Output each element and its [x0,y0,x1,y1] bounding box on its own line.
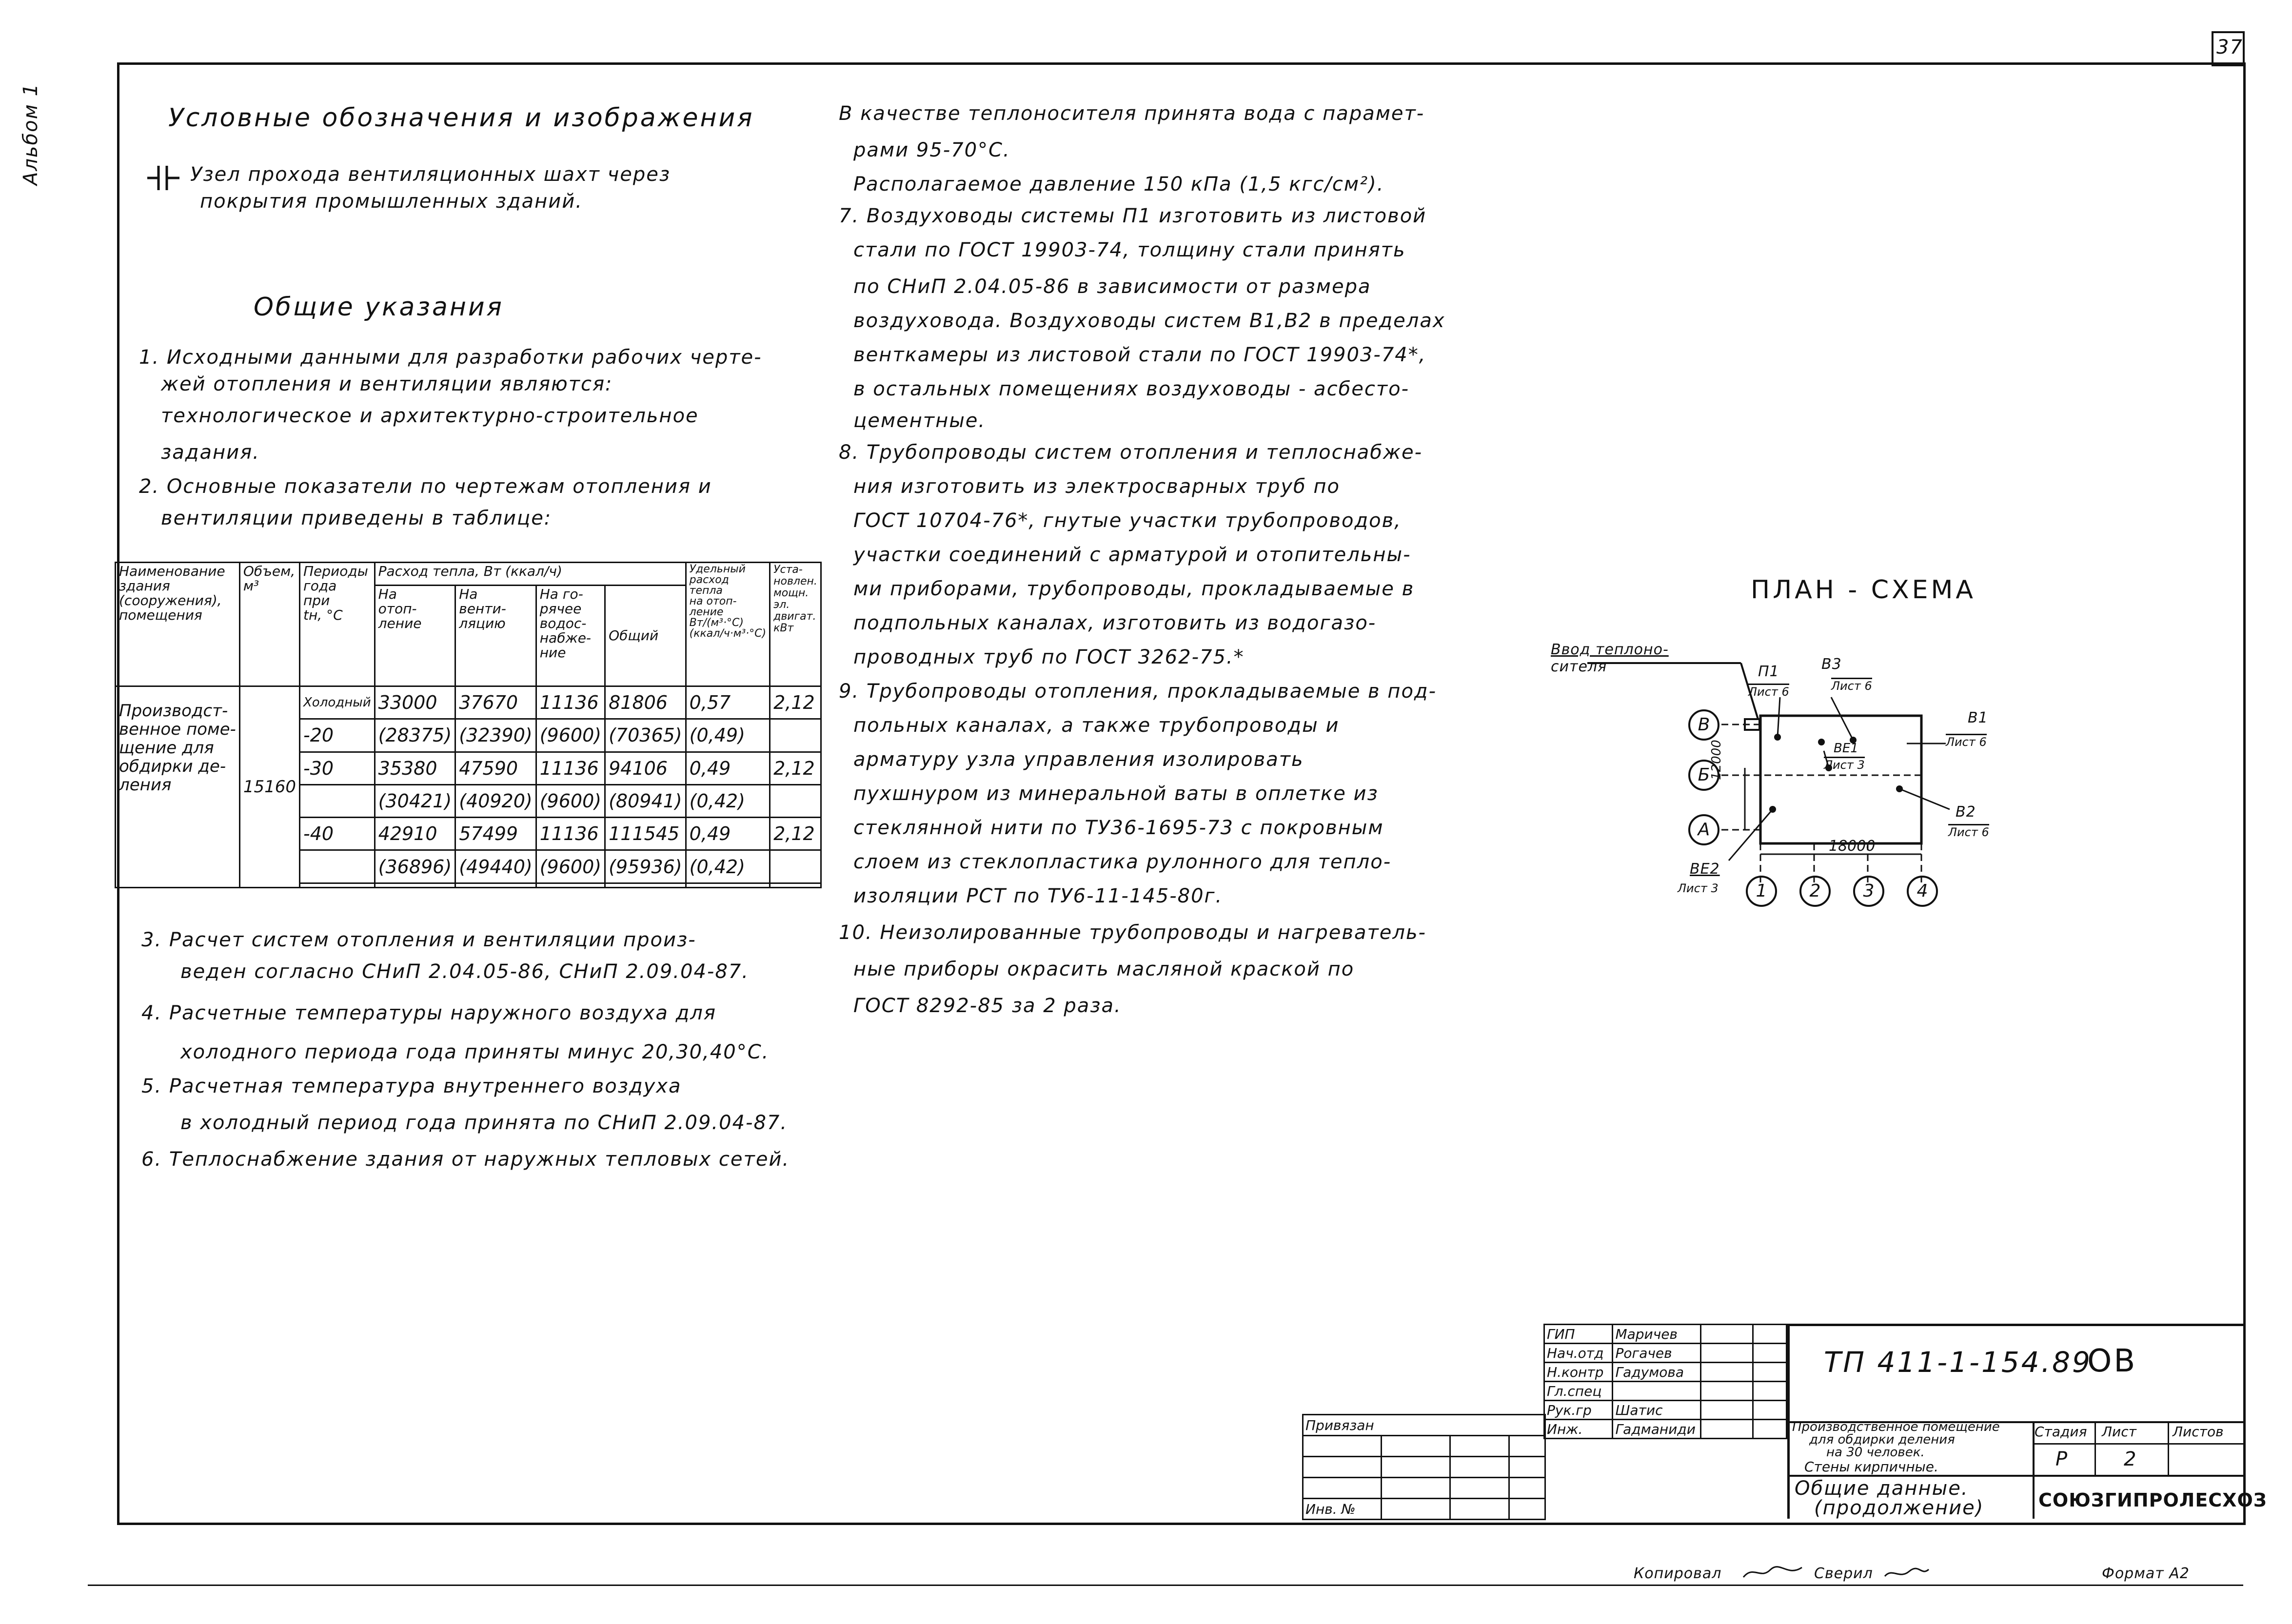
heating-cell: 42910 [375,818,455,850]
spec-cell: 0,57 [686,686,770,719]
object-line-3: на 30 человек. [1826,1445,1925,1460]
note-1-line-2: жей отопления и вентиляции являются: [161,373,613,395]
hw-cell: (9600) [536,719,605,752]
right-note-line: ми приборами, трубопроводы, прокладываемые в [853,578,1415,600]
right-note-line: подпольных каналах, изготовить из водогазо- [853,612,1377,634]
note-3-line-2: веден согласно СНиП 2.04.05-86, СНиП 2.09.04-87. [180,960,749,983]
ve1-sheet: Лист 3 [1824,757,1865,772]
vent-cell: (40920) [455,784,536,817]
note-1-line-3: технологическое и архитектурно-строительное [161,405,699,427]
right-note-line: ГОСТ 8292-85 за 2 раза. [853,995,1122,1017]
th-hot-water: На го- рячее водос- набже- ние [536,586,605,686]
album-label: Альбом 1 [20,83,42,185]
vent-cell: 47590 [455,752,536,784]
inlet-label-1: Ввод теплоно- [1551,641,1669,658]
power-cell [770,719,821,752]
plan-title: ПЛАН - СХЕМА [1751,575,1976,605]
object-line-2: для обдирки деления [1809,1432,1955,1447]
total-cell: 111545 [605,818,686,850]
table-row [116,686,821,719]
right-note-line: В качестве теплоносителя принята вода с парамет- [839,102,1425,125]
note-2-line-2: вентиляции приведены в таблице: [161,507,552,529]
right-note-line: участки соединений с арматурой и отопительны- [853,544,1411,566]
total-cell: (70365) [605,719,686,752]
footer-checked: Сверил [1814,1565,1873,1582]
heating-cell: 35380 [375,752,455,784]
right-note-line: венткамеры из листовой стали по ГОСТ 19903-74*, [853,344,1426,366]
period-cell [299,850,375,883]
th-total: Общий [605,586,686,686]
total-cell: 81806 [605,686,686,719]
sheet-number: 37 [2216,36,2243,59]
p1-sheet: Лист 6 [1748,684,1789,699]
power-cell: 2,12 [770,686,821,719]
note-5-line-1: 5. Расчетная температура внутреннего воздуха [141,1075,682,1097]
ve2-sheet: Лист 3 [1678,881,1719,895]
stamp-roles: ГИП Маричев Нач.отд Рогачев Н.контр Гадумова Гл.спец Рук.гр Шатис Инж. Гадманиди [1543,1324,1787,1439]
org-name: СОЮЗГИПРОЛЕСХОЗ [2038,1489,2267,1511]
note-3-line-1: 3. Расчет систем отопления и вентиляции произ- [141,929,696,951]
period-cell [299,784,375,817]
stage-label: Стадия [2035,1424,2087,1440]
vent-cell: (49440) [455,850,536,883]
footer-format: Формат А2 [2102,1565,2190,1582]
power-cell: 2,12 [770,818,821,850]
right-note-line: цементные. [853,410,986,432]
hw-cell: 11136 [536,686,605,719]
dim-v-label: 12000 [1709,740,1724,780]
v1-label: В1 [1968,709,1988,726]
right-note-line: 10. Неизолированные трубопроводы и нагреватель- [839,921,1426,944]
hw-cell: (9600) [536,850,605,883]
checked-signature [1882,1563,1931,1582]
axis-col-4: 4 [1907,876,1938,907]
note-1-line-4: задания. [161,441,260,464]
heating-cell [375,883,455,887]
right-note-line: ния изготовить из электросварных труб по [853,475,1341,498]
object-line-4: Стены кирпичные. [1804,1459,1938,1475]
period-cell [299,883,375,887]
legend-item-text-1: Узел прохода вентиляционных шахт через [190,163,671,186]
legend-title: Условные обозначения и изображения [168,103,754,133]
th-heat-group: Расход тепла, Вт (ккал/ч) [375,563,686,586]
total-cell: 94106 [605,752,686,784]
right-note-line: проводных труб по ГОСТ 3262-75.* [853,646,1245,668]
note-1-line-1: 1. Исходными данными для разработки рабочих черте- [139,346,762,369]
total-cell: (80941) [605,784,686,817]
period-cell: -20 [299,719,375,752]
th-heating: На отоп- ление [375,586,455,686]
right-note-line: Располагаемое давление 150 кПа (1,5 кгс/см²). [853,173,1384,196]
right-note-line: изоляции РСТ по ТУ6-11-145-80г. [853,885,1223,907]
vent-cell: (32390) [455,719,536,752]
general-title: Общие указания [254,293,504,322]
spec-cell: 0,49 [686,818,770,850]
sheet-label: Лист [2102,1424,2136,1440]
vent-cell: 37670 [455,686,536,719]
sheets-label: Листов [2173,1424,2224,1440]
vent-cell: 57499 [455,818,536,850]
v2-label: В2 [1956,803,1976,821]
footer-rule [88,1585,2243,1586]
ve1-label: ВЕ1 [1834,741,1858,756]
total-cell: (95936) [605,850,686,883]
footer-copied: Копировал [1634,1565,1722,1582]
right-note-line: воздуховода. Воздуховоды систем В1,В2 в пределах [853,310,1445,332]
power-cell [770,784,821,817]
object-line-1: Производственное помещение [1792,1420,2000,1434]
right-note-line: по СНиП 2.04.05-86 в зависимости от размера [853,275,1371,298]
power-cell: 2,12 [770,752,821,784]
note-6-line-1: 6. Теплоснабжение здания от наружных тепловых сетей. [141,1148,790,1171]
period-cell: Холодный [299,686,375,719]
right-note-line: польных каналах, а также трубопроводы и [853,714,1340,737]
th-ventilation: На венти- ляцию [455,586,536,686]
volume-cell: 15160 [239,686,299,888]
ve2-label: ВЕ2 [1690,861,1720,878]
axis-col-1: 1 [1746,876,1777,907]
v3-label: В3 [1821,656,1842,673]
note-5-line-2: в холодный период года принята по СНиП 2.09.04-87. [180,1112,788,1134]
spec-cell: (0,42) [686,850,770,883]
axis-row-b: Б [1688,760,1719,791]
spec-cell [686,883,770,887]
note-4-line-1: 4. Расчетные температуры наружного воздуха для [141,1002,716,1024]
hw-cell [536,883,605,887]
th-specific: Удельный расход тепла на отоп- ление Вт/(м³·°С) (ккал/ч·м³·°С) [686,563,770,686]
stamp-binding [1302,1414,1546,1520]
note-2-line-1: 2. Основные показатели по чертежам отопления и [139,475,712,498]
copied-signature [1741,1563,1804,1582]
period-cell: -40 [299,818,375,850]
sheet-value: 2 [2124,1448,2137,1470]
v2-sheet: Лист 6 [1948,824,1989,839]
right-note-line: стеклянной нити по ТУ36-1695-73 с покровным [853,817,1384,839]
v1-sheet: Лист 6 [1946,734,1987,749]
right-note-line: ные приборы окрасить масляной краской по [853,958,1355,980]
indicators-table [115,562,822,888]
total-cell [605,883,686,887]
inlet-label-2: сителя [1551,658,1607,675]
right-note-line: арматуру узла управления изолировать [853,748,1304,771]
spec-cell: (0,49) [686,719,770,752]
legend-item-text-2: покрытия промышленных зданий. [200,190,583,213]
heating-cell: (36896) [375,850,455,883]
th-power: Уста- новлен. мощн. эл. двигат. кВт [770,563,821,686]
right-note-line: в остальных помещениях воздуховоды - асбесто- [853,378,1410,400]
note-4-line-2: холодного периода года приняты минус 20,30,40°С. [180,1041,770,1063]
binding-label: Привязан [1303,1415,1545,1436]
right-note-line: слоем из стеклопластика рулонного для тепло- [853,851,1392,873]
doc-code: ТП 411-1-154.89 [1824,1346,2092,1379]
th-name: Наименование здания (сооружения), помещения [116,563,240,686]
axis-col-3: 3 [1853,876,1884,907]
v3-sheet: Лист 6 [1831,678,1872,693]
building-name-cell: Производст- венное поме- щение для обдирки де- ления [116,686,240,888]
stage-value: Р [2055,1448,2069,1470]
doc-mark: ОВ [2087,1343,2137,1379]
sheet-title-1: Общие данные. [1795,1477,1969,1500]
right-note-line: 8. Трубопроводы систем отопления и теплоснабже- [839,441,1423,464]
shaft-passage-icon [146,163,180,193]
power-cell [770,850,821,883]
axis-row-a: А [1688,814,1719,845]
hw-cell: 11136 [536,818,605,850]
right-note-line: пухшнуром из минеральной ваты в оплетке из [853,783,1379,805]
spec-cell: 0,49 [686,752,770,784]
th-volume: Объем, м³ [239,563,299,686]
vent-cell [455,883,536,887]
building-outline [1760,716,1921,843]
right-note-line: стали по ГОСТ 19903-74, толщину стали принять [853,239,1406,261]
axis-col-2: 2 [1799,876,1831,907]
hw-cell: 11136 [536,752,605,784]
inv-label: Инв. № [1303,1499,1382,1520]
period-cell: -30 [299,752,375,784]
th-period: Периоды года при tн, °С [299,563,375,686]
right-note-line: 7. Воздуховоды системы П1 изготовить из листовой [839,205,1427,227]
sheet-title-2: (продолжение) [1814,1497,1984,1519]
right-note-line: ГОСТ 10704-76*, гнутые участки трубопроводов, [853,509,1402,532]
heating-cell: (30421) [375,784,455,817]
dim-h-label: 18000 [1829,838,1876,855]
right-note-line: 9. Трубопроводы отопления, прокладываемые в под- [839,680,1437,703]
hw-cell: (9600) [536,784,605,817]
p1-label: П1 [1758,663,1779,680]
heating-cell: (28375) [375,719,455,752]
spec-cell: (0,42) [686,784,770,817]
right-note-line: рами 95-70°С. [853,139,1010,161]
power-cell [770,883,821,887]
axis-row-v: В [1688,709,1719,741]
heating-cell: 33000 [375,686,455,719]
